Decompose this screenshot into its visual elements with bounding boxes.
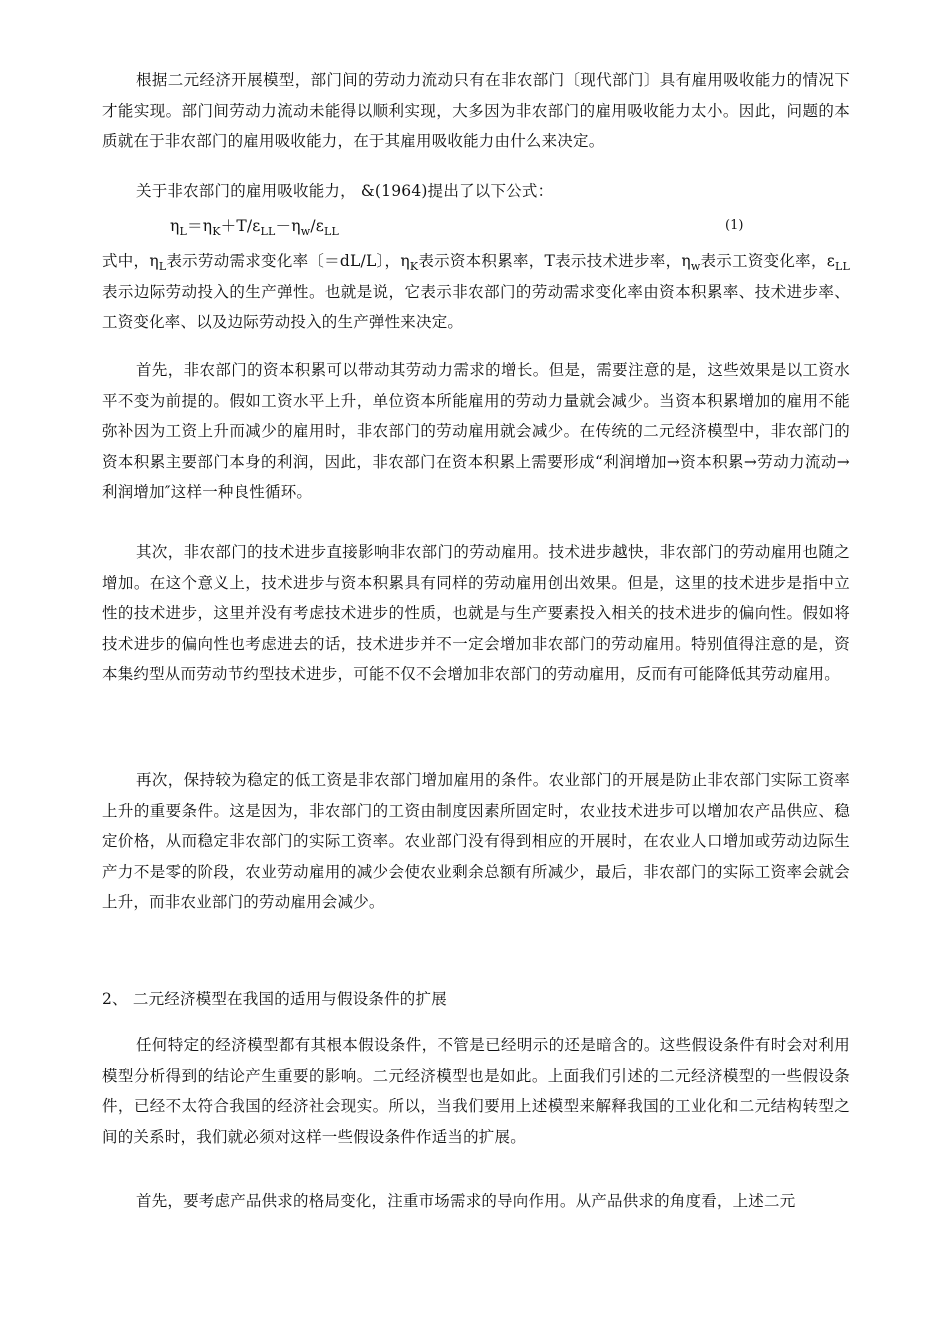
paragraph-assumptions: 任何特定的经济模型都有其根本假设条件，不管是已经明示的还是暗含的。这些假设条件有时会对利用模型分析得到的结论产生重要的影响。二元经济模型也是如此。上面我们引述的二元经济模型的一些假设条件，已经不太符合我国的经济社会现实。所以，当我们要用上述模型来解释我国的工业化和二元结构转型之间的关系时，我们就必须对这样一些假设条件作适当的扩展。	[102, 1036, 850, 1146]
p3-part-a: 式中，η	[102, 252, 159, 270]
paragraph-supply-demand: 首先，要考虑产品供求的格局变化，注重市场需求的导向作用。从产品供求的角度看，上述二元	[136, 1192, 796, 1210]
p3-part-d: 表示工资变化率，ε	[700, 252, 835, 270]
formula-sub-ll-1: LL	[260, 225, 276, 238]
formula-minus-eta: －η	[275, 217, 301, 235]
labor-demand-formula	[170, 212, 339, 240]
paragraph-low-wage: 再次，保持较为稳定的低工资是非农部门增加雇用的条件。农业部门的开展是防止非农部门实际工资率上升的重要条件。这是因为，非农部门的工资由制度因素所固定时，农业技术进步可以增加农产品供应、稳定价格，从而稳定非农部门的实际工资率。农业部门没有得到相应的开展时，在农业人口增加或劳动边际生产力不是零的阶段，农业劳动雇用的减少会使农业剩余总额有所减少，最后，非农部门的实际工资率会就会上升，而非农业部门的劳动雇用会减少。	[102, 771, 850, 911]
paragraph-capital-accumulation: 首先，非农部门的资本积累可以带动其劳动力需求的增长。但是，需要注意的是，这些效果是以工资水平不变为前提的。假如工资水平上升，单位资本所能雇用的劳动力量就会减少。当资本积累增加的雇用不能弥补因为工资上升而减少的雇用时，非农部门的劳动雇用就会减少。在传统的二元经济模型中，非农部门的资本积累主要部门本身的利润，因此，非农部门在资本积累上需要形成“利润增加→资本积累→劳动力流动→利润增加″这样一种良性循环。	[102, 361, 850, 501]
p3-part-e: 表示边际劳动投入的生产弹性。也就是说，它表示非农部门的劳动需求变化率由资本积累率、技术进步率、工资变化率、以及边际劳动投入的生产弹性来决定。	[102, 282, 850, 331]
p3-part-b: 表示劳动需求变化率〔＝dL/L〕，η	[166, 252, 410, 270]
formula-sub-w: w	[300, 225, 311, 238]
formula-div-eps: /ε	[310, 217, 325, 235]
formula-eta: η	[170, 217, 180, 235]
p3-sub-w: w	[690, 260, 701, 273]
p3-sub-k: K	[409, 260, 419, 273]
paragraph-dual-economy-intro: 根据二元经济开展模型，部门间的劳动力流动只有在非农部门〔现代部门〕具有雇用吸收能力的情况下才能实现。部门间劳动力流动未能得以顺利实现，大多因为非农部门的雇用吸收能力太小。因此，问题的本质就在于非农部门的雇用吸收能力，在于其雇用吸收能力由什么来决定。	[102, 71, 850, 150]
paragraph-formula-intro: 关于非农部门的雇用吸收能力， &(1964)提出了以下公式：	[136, 182, 554, 200]
formula-sub-k: K	[212, 225, 221, 238]
p3-sub-l: L	[158, 260, 167, 273]
section-heading: 2、 二元经济模型在我国的适用与假设条件的扩展	[102, 990, 447, 1008]
formula-plus-t: ＋T/ε	[220, 217, 261, 235]
paragraph-formula-explanation	[102, 246, 850, 338]
paragraph-technical-progress: 其次，非农部门的技术进步直接影响非农部门的劳动雇用。技术进步越快，非农部门的劳动雇用也随之增加。在这个意义上，技术进步与资本积累具有同样的劳动雇用创出效果。但是，这里的技术进步是指中立性的技术进步，这里并没有考虑技术进步的性质，也就是与生产要素投入相关的技术进步的偏向性。假如将技术进步的偏向性也考虑进去的话，技术进步并不一定会增加非农部门的劳动雇用。特别值得注意的是，资本集约型从而劳动节约型技术进步，可能不仅不会增加非农部门的劳动雇用，反而有可能降低其劳动雇用。	[102, 543, 850, 683]
formula-sub-ll-2: LL	[324, 225, 340, 238]
p3-part-c: 表示资本积累率，T表示技术进步率，η	[418, 252, 691, 270]
formula-eq: ＝η	[187, 217, 213, 235]
p3-sub-ll: LL	[834, 260, 850, 273]
formula-number: (1)	[725, 218, 744, 233]
formula-sub-l: L	[179, 225, 188, 238]
